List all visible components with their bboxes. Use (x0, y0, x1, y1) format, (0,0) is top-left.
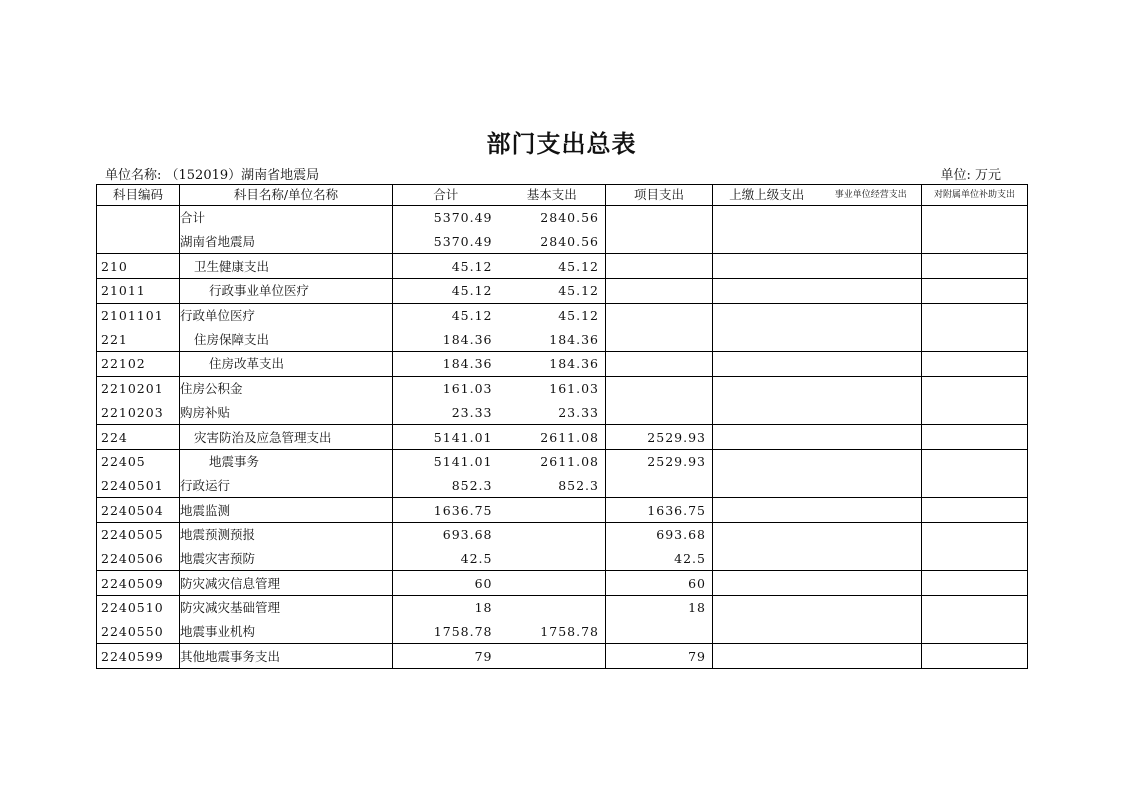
cell-subsidy (922, 401, 1028, 425)
cell-name: 行政单位医疗 (180, 303, 393, 327)
cell-project (606, 303, 713, 327)
header-row (97, 185, 1028, 206)
header-upper: 上缴上级支出 (713, 185, 821, 206)
cell-total: 42.5 (393, 547, 499, 571)
table-row (97, 327, 1028, 351)
cell-total: 5370.49 (393, 230, 499, 254)
cell-total: 1636.75 (393, 498, 499, 523)
cell-business (821, 279, 922, 304)
cell-business (821, 498, 922, 523)
cell-name: 住房改革支出 (180, 352, 393, 377)
cell-business (821, 230, 922, 254)
cell-total: 45.12 (393, 279, 499, 304)
cell-code (97, 206, 180, 230)
cell-basic: 45.12 (499, 279, 606, 304)
table-row (97, 620, 1028, 644)
cell-business (821, 401, 922, 425)
cell-upper (713, 230, 821, 254)
cell-upper (713, 547, 821, 571)
cell-code: 210 (97, 254, 180, 279)
cell-name: 行政事业单位医疗 (180, 279, 393, 304)
cell-subsidy (922, 498, 1028, 523)
cell-subsidy (922, 547, 1028, 571)
cell-subsidy (922, 352, 1028, 377)
cell-name: 行政运行 (180, 474, 393, 498)
cell-total: 79 (393, 644, 499, 669)
cell-business (821, 620, 922, 644)
cell-project: 18 (606, 596, 713, 620)
cell-project (606, 279, 713, 304)
cell-upper (713, 352, 821, 377)
cell-upper (713, 254, 821, 279)
cell-subsidy (922, 279, 1028, 304)
table-row (97, 303, 1028, 327)
table-row (97, 474, 1028, 498)
cell-code: 2240506 (97, 547, 180, 571)
cell-name: 灾害防治及应急管理支出 (180, 425, 393, 450)
cell-basic: 161.03 (499, 376, 606, 400)
cell-subsidy (922, 206, 1028, 230)
cell-project: 60 (606, 571, 713, 596)
cell-subsidy (922, 522, 1028, 546)
cell-basic: 45.12 (499, 254, 606, 279)
table-row (97, 498, 1028, 523)
cell-basic (499, 596, 606, 620)
cell-upper (713, 522, 821, 546)
cell-name: 地震预测预报 (180, 522, 393, 546)
table-row (97, 401, 1028, 425)
cell-basic (499, 498, 606, 523)
cell-business (821, 547, 922, 571)
cell-name: 地震事务 (180, 449, 393, 473)
cell-total: 852.3 (393, 474, 499, 498)
cell-basic: 184.36 (499, 327, 606, 351)
cell-code: 22102 (97, 352, 180, 377)
cell-subsidy (922, 620, 1028, 644)
header-basic: 基本支出 (499, 185, 606, 206)
cell-name: 地震灾害预防 (180, 547, 393, 571)
cell-name: 地震监测 (180, 498, 393, 523)
cell-business (821, 522, 922, 546)
cell-upper (713, 401, 821, 425)
table-row (97, 254, 1028, 279)
cell-upper (713, 571, 821, 596)
cell-code: 2240501 (97, 474, 180, 498)
table-row (97, 206, 1028, 230)
table-row (97, 644, 1028, 669)
cell-project: 79 (606, 644, 713, 669)
cell-basic: 852.3 (499, 474, 606, 498)
cell-total: 5370.49 (393, 206, 499, 230)
unit-label: 单位: 万元 (940, 168, 1001, 183)
cell-upper (713, 620, 821, 644)
cell-business (821, 352, 922, 377)
cell-project: 42.5 (606, 547, 713, 571)
cell-subsidy (922, 425, 1028, 450)
cell-business (821, 425, 922, 450)
cell-total: 693.68 (393, 522, 499, 546)
cell-total: 161.03 (393, 376, 499, 400)
cell-code: 221 (97, 327, 180, 351)
cell-name: 住房保障支出 (180, 327, 393, 351)
cell-business (821, 327, 922, 351)
cell-upper (713, 279, 821, 304)
cell-basic: 184.36 (499, 352, 606, 377)
cell-project: 2529.93 (606, 449, 713, 473)
cell-name: 湖南省地震局 (180, 230, 393, 254)
cell-code: 2210201 (97, 376, 180, 400)
cell-code: 2240550 (97, 620, 180, 644)
cell-code: 224 (97, 425, 180, 450)
cell-business (821, 644, 922, 669)
cell-subsidy (922, 596, 1028, 620)
cell-project (606, 352, 713, 377)
cell-total: 23.33 (393, 401, 499, 425)
cell-code: 2101101 (97, 303, 180, 327)
cell-upper (713, 596, 821, 620)
cell-total: 5141.01 (393, 425, 499, 450)
cell-business (821, 254, 922, 279)
table-row (97, 522, 1028, 546)
cell-project: 2529.93 (606, 425, 713, 450)
cell-project (606, 474, 713, 498)
cell-code: 22405 (97, 449, 180, 473)
cell-project: 693.68 (606, 522, 713, 546)
cell-project (606, 620, 713, 644)
table-row (97, 547, 1028, 571)
cell-subsidy (922, 474, 1028, 498)
expenditure-table (96, 184, 1028, 669)
cell-business (821, 449, 922, 473)
cell-code: 2240509 (97, 571, 180, 596)
cell-business (821, 376, 922, 400)
cell-business (821, 596, 922, 620)
table-row (97, 376, 1028, 400)
cell-upper (713, 449, 821, 473)
cell-code: 2240510 (97, 596, 180, 620)
cell-upper (713, 303, 821, 327)
header-code: 科目编码 (97, 185, 180, 206)
cell-basic: 1758.78 (499, 620, 606, 644)
cell-subsidy (922, 644, 1028, 669)
cell-total: 45.12 (393, 254, 499, 279)
cell-upper (713, 376, 821, 400)
cell-code: 2240599 (97, 644, 180, 669)
cell-business (821, 206, 922, 230)
cell-project (606, 230, 713, 254)
cell-basic: 2840.56 (499, 230, 606, 254)
cell-upper (713, 644, 821, 669)
table-row (97, 571, 1028, 596)
cell-upper (713, 206, 821, 230)
table-row (97, 230, 1028, 254)
cell-business (821, 474, 922, 498)
cell-name: 防灾减灾信息管理 (180, 571, 393, 596)
cell-total: 45.12 (393, 303, 499, 327)
cell-basic: 23.33 (499, 401, 606, 425)
table-row (97, 449, 1028, 473)
cell-basic (499, 522, 606, 546)
cell-upper (713, 474, 821, 498)
cell-project: 1636.75 (606, 498, 713, 523)
cell-business (821, 303, 922, 327)
cell-total: 184.36 (393, 327, 499, 351)
cell-basic: 2611.08 (499, 449, 606, 473)
page-title: 部门支出总表 (486, 130, 637, 158)
cell-name: 防灾减灾基础管理 (180, 596, 393, 620)
cell-name: 其他地震事务支出 (180, 644, 393, 669)
cell-total: 60 (393, 571, 499, 596)
header-total: 合计 (393, 185, 499, 206)
cell-project (606, 254, 713, 279)
unit-name: 单位名称: （152019）湖南省地震局 (105, 168, 320, 183)
cell-basic (499, 547, 606, 571)
cell-name: 地震事业机构 (180, 620, 393, 644)
cell-subsidy (922, 327, 1028, 351)
table-row (97, 425, 1028, 450)
cell-basic: 2611.08 (499, 425, 606, 450)
cell-upper (713, 425, 821, 450)
cell-code: 2210203 (97, 401, 180, 425)
cell-name: 卫生健康支出 (180, 254, 393, 279)
cell-total: 5141.01 (393, 449, 499, 473)
cell-basic: 45.12 (499, 303, 606, 327)
cell-basic (499, 644, 606, 669)
cell-project (606, 206, 713, 230)
cell-name: 购房补贴 (180, 401, 393, 425)
table-row (97, 352, 1028, 377)
cell-project (606, 401, 713, 425)
cell-subsidy (922, 449, 1028, 473)
cell-name: 合计 (180, 206, 393, 230)
cell-upper (713, 498, 821, 523)
cell-business (821, 571, 922, 596)
cell-subsidy (922, 376, 1028, 400)
cell-code: 21011 (97, 279, 180, 304)
cell-total: 18 (393, 596, 499, 620)
cell-basic: 2840.56 (499, 206, 606, 230)
cell-subsidy (922, 571, 1028, 596)
cell-upper (713, 327, 821, 351)
cell-basic (499, 571, 606, 596)
header-subsidy: 对附属单位补助支出 (922, 185, 1028, 206)
header-project: 项目支出 (606, 185, 713, 206)
table-body (97, 206, 1028, 669)
cell-subsidy (922, 303, 1028, 327)
header-name: 科目名称/单位名称 (180, 185, 393, 206)
table-row (97, 279, 1028, 304)
cell-code (97, 230, 180, 254)
cell-subsidy (922, 230, 1028, 254)
cell-subsidy (922, 254, 1028, 279)
header-business: 事业单位经营支出 (821, 185, 922, 206)
cell-total: 184.36 (393, 352, 499, 377)
cell-code: 2240505 (97, 522, 180, 546)
cell-project (606, 327, 713, 351)
cell-code: 2240504 (97, 498, 180, 523)
cell-total: 1758.78 (393, 620, 499, 644)
table-row (97, 596, 1028, 620)
cell-name: 住房公积金 (180, 376, 393, 400)
cell-project (606, 376, 713, 400)
